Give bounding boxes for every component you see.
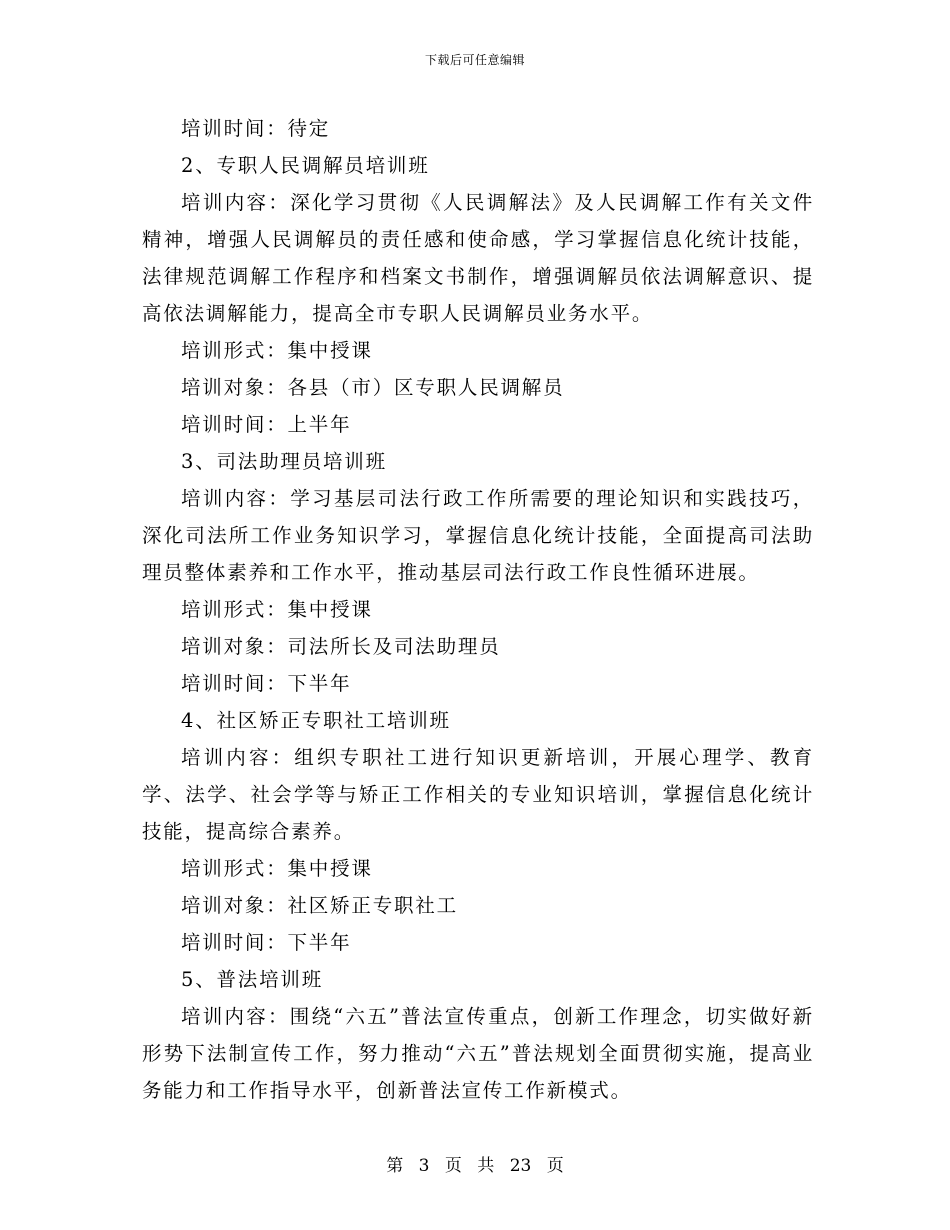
paragraph: 培训内容：围绕“六五”普法宣传重点，创新工作理念，切实做好新形势下法制宣传工作，努力推动“六五”普法规划全面贯彻实施，提高业务能力和工作指导水平，创新普法宣传工作新模式。 xyxy=(142,1005,814,1102)
footer-total-word: 共 xyxy=(477,1156,495,1176)
paragraph: 培训时间：下半年 xyxy=(181,672,352,695)
paragraph: 培训对象：各县（市）区专职人民调解员 xyxy=(181,376,565,399)
paragraph: 培训内容：组织专职社工进行知识更新培训，开展心理学、教育学、法学、社会学等与矫正工作相关的专业知识培训，掌握信息化统计技能，提高综合素养。 xyxy=(142,746,814,843)
paragraph: 培训内容：深化学习贯彻《人民调解法》及人民调解工作有关文件精神，增强人民调解员的责任感和使命感，学习掌握信息化统计技能，法律规范调解工作程序和档案文书制作，增强调解员依法调解意识、提高依法调解能力，提高全市专职人民调解员业务水平。 xyxy=(142,191,814,325)
paragraph: 培训内容：学习基层司法行政工作所需要的理论知识和实践技巧，深化司法所工作业务知识学习，掌握信息化统计技能，全面提高司法助理员整体素养和工作水平，推动基层司法行政工作良性循环进展。 xyxy=(142,487,814,584)
header-text: 下载后可任意编辑 xyxy=(424,53,525,67)
footer-suffix: 页 xyxy=(546,1156,564,1176)
current-page-number: 3 xyxy=(418,1156,430,1176)
paragraph: 培训时间：下半年 xyxy=(181,931,352,954)
paragraph: 培训形式：集中授课 xyxy=(181,339,373,362)
paragraph: 培训时间：上半年 xyxy=(181,413,352,436)
document-body xyxy=(142,110,814,1109)
paragraph: 培训形式：集中授课 xyxy=(181,857,373,880)
footer-prefix: 第 xyxy=(386,1156,404,1176)
section-heading: 3、司法助理员培训班 xyxy=(181,450,387,473)
total-pages-number: 23 xyxy=(509,1156,532,1176)
footer-page-word: 页 xyxy=(444,1156,462,1176)
paragraph: 培训对象：社区矫正专职社工 xyxy=(181,894,458,917)
section-heading: 2、专职人民调解员培训班 xyxy=(181,154,430,177)
paragraph: 培训时间：待定 xyxy=(181,117,331,140)
section-heading: 5、普法培训班 xyxy=(181,968,324,991)
section-heading: 4、社区矫正专职社工培训班 xyxy=(181,709,451,732)
paragraph: 培训形式：集中授课 xyxy=(181,598,373,621)
page-header xyxy=(0,52,950,68)
paragraph: 培训对象：司法所长及司法助理员 xyxy=(181,635,501,658)
page-footer xyxy=(0,1154,950,1178)
